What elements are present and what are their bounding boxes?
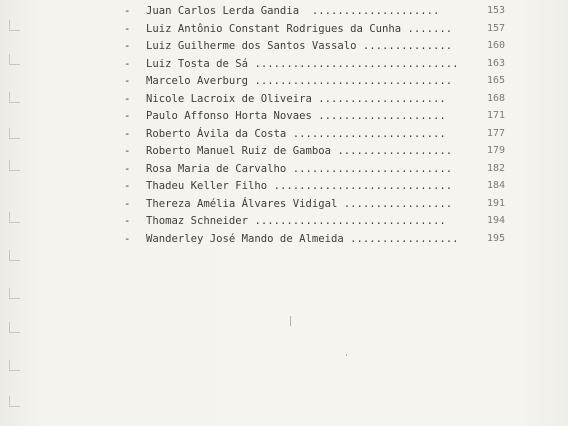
toc-entry bbox=[0, 197, 568, 211]
entry-page-number: 184 bbox=[487, 180, 506, 191]
toc-entry bbox=[0, 162, 568, 176]
toc-entry bbox=[0, 39, 568, 53]
dot-leader: .................. bbox=[330, 145, 453, 157]
entry-name bbox=[146, 162, 452, 176]
entry-dash: - bbox=[124, 145, 131, 157]
entry-dash: - bbox=[124, 215, 131, 227]
entry-page-number: 191 bbox=[487, 197, 506, 209]
entry-name-text: Juan Carlos Lerda Gandia bbox=[146, 5, 300, 17]
entry-dash: - bbox=[124, 22, 131, 35]
entry-name bbox=[146, 57, 459, 71]
entry-name-text: Thomaz Schneider bbox=[146, 215, 249, 227]
entry-dash: - bbox=[124, 180, 131, 192]
entry-name bbox=[146, 179, 452, 193]
toc-entry bbox=[0, 92, 568, 106]
entry-name bbox=[146, 214, 446, 228]
entry-page-number: 194 bbox=[487, 215, 506, 226]
entry-dash: - bbox=[124, 127, 131, 140]
entry-name-text: Luiz Antônio Constant Rodrigues da Cunha bbox=[146, 22, 402, 35]
entry-name-text: Paulo Affonso Horta Novaes bbox=[146, 110, 312, 122]
toc-entry bbox=[0, 144, 568, 158]
entry-page-number: 157 bbox=[487, 22, 506, 34]
entry-page-number: 171 bbox=[487, 110, 506, 121]
entry-name bbox=[146, 22, 452, 36]
dot-leader: ................. bbox=[343, 232, 459, 245]
entry-name-text: Roberto Manuel Ruiz de Gamboa bbox=[146, 145, 331, 157]
entry-name bbox=[146, 197, 452, 211]
dot-leader: .............. bbox=[356, 40, 453, 52]
toc-entry bbox=[0, 214, 568, 228]
entry-page-number: 177 bbox=[487, 127, 506, 139]
entry-page-number: 160 bbox=[487, 40, 506, 51]
entry-name bbox=[146, 4, 439, 18]
entry-dash: - bbox=[124, 57, 131, 70]
entry-name-text: Marcelo Averburg bbox=[146, 75, 249, 87]
toc-entry bbox=[0, 22, 568, 36]
entry-dash: - bbox=[124, 110, 131, 122]
dot-leader: .............................. bbox=[248, 215, 446, 227]
entry-name-text: Nicole Lacroix de Oliveira bbox=[146, 92, 312, 105]
entry-dash: - bbox=[124, 75, 131, 87]
entry-dash: - bbox=[124, 162, 131, 175]
entry-page-number: 182 bbox=[487, 162, 506, 174]
toc-entry bbox=[0, 232, 568, 246]
entry-dash: - bbox=[124, 232, 131, 245]
entry-name bbox=[146, 144, 452, 158]
entry-name bbox=[146, 109, 446, 123]
dot-leader: ............................ bbox=[267, 180, 453, 192]
entry-page-number: 179 bbox=[487, 145, 506, 156]
entry-dash: - bbox=[124, 5, 131, 17]
entry-page-number: 153 bbox=[487, 5, 506, 16]
dot-leader: ........................ bbox=[286, 127, 446, 140]
toc-entry bbox=[0, 4, 568, 18]
entry-dash: - bbox=[124, 197, 131, 210]
entry-page-number: 168 bbox=[487, 92, 506, 104]
entry-name bbox=[146, 232, 459, 246]
toc-entry bbox=[0, 109, 568, 123]
entry-name bbox=[146, 92, 446, 106]
entry-name-text: Luiz Guilherme dos Santos Vassalo bbox=[146, 40, 357, 52]
toc-entry bbox=[0, 74, 568, 88]
entry-name bbox=[146, 39, 452, 53]
entry-name-text: Thereza Amélia Álvares Vidigal bbox=[146, 197, 338, 210]
entry-page-number: 165 bbox=[487, 75, 506, 86]
toc-entry bbox=[0, 127, 568, 141]
entry-dash: - bbox=[124, 40, 131, 52]
entry-name bbox=[146, 74, 452, 88]
dot-leader: .................... bbox=[311, 110, 446, 122]
entry-name-text: Luiz Tosta de Sá bbox=[146, 57, 249, 70]
entry-name-text: Thadeu Keller Filho bbox=[146, 180, 268, 192]
entry-page-number: 163 bbox=[487, 57, 506, 69]
entry-dash: - bbox=[124, 92, 131, 105]
dot-leader: ................. bbox=[337, 197, 453, 210]
entry-name-text: Wanderley José Mando de Almeida bbox=[146, 232, 344, 245]
toc-entry bbox=[0, 57, 568, 71]
entry-name-text: Roberto Ávila da Costa bbox=[146, 127, 287, 140]
entry-name-text: Rosa Maria de Carvalho bbox=[146, 162, 287, 175]
dot-leader: ............................... bbox=[248, 75, 453, 87]
dot-leader: ....... bbox=[401, 22, 453, 35]
dot-leader: ......................... bbox=[286, 162, 453, 175]
entry-name bbox=[146, 127, 446, 141]
dot-leader: .................... bbox=[299, 5, 440, 17]
toc-entry bbox=[0, 179, 568, 193]
dot-leader: ................................ bbox=[248, 57, 459, 70]
dot-leader: .................... bbox=[311, 92, 446, 105]
entry-page-number: 195 bbox=[487, 232, 506, 244]
